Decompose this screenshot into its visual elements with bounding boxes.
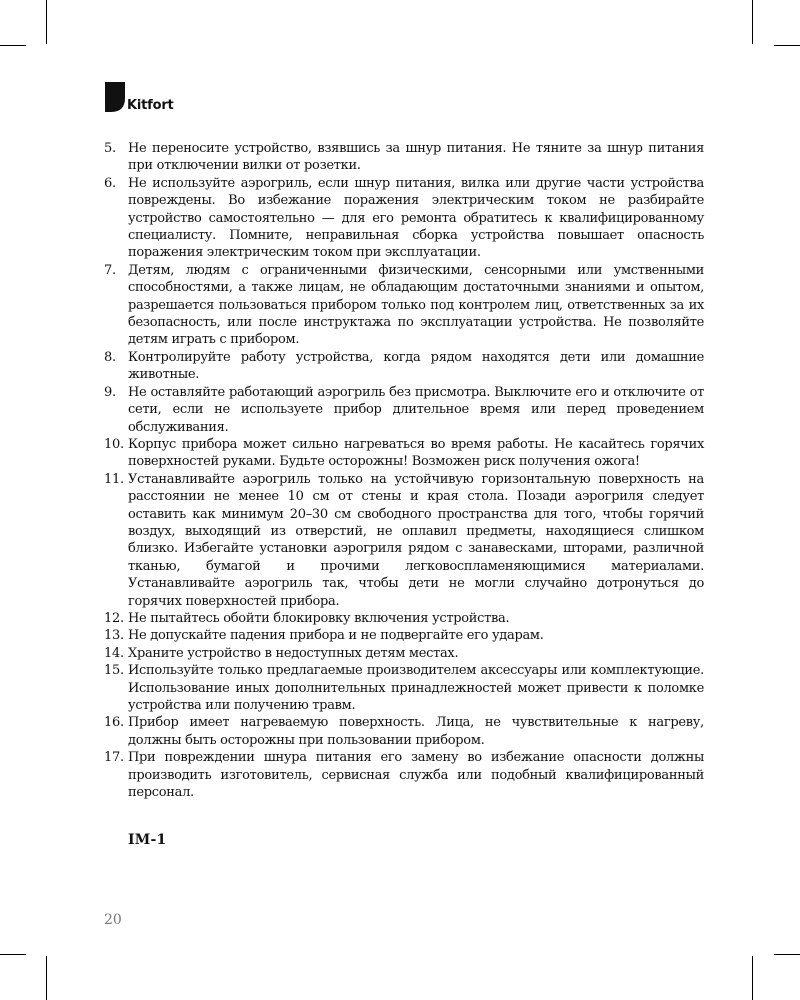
list-item: [104, 749, 704, 801]
list-item: [104, 610, 704, 627]
item-number: 13.: [104, 628, 124, 644]
crop-mark: [774, 954, 800, 955]
item-number: 7.: [104, 262, 116, 278]
list-item: [104, 175, 704, 262]
item-number: 15.: [104, 663, 124, 679]
crop-mark: [752, 0, 753, 44]
list-item: [104, 436, 704, 471]
item-number: 9.: [104, 384, 116, 400]
item-number: 14.: [104, 645, 124, 661]
instruction-list: [104, 140, 704, 801]
crop-mark: [0, 45, 26, 46]
list-item: [104, 471, 704, 610]
crop-mark: [0, 954, 26, 955]
item-text: Не переносите устройство, взявшись за шнур питания. Не тяните за шнур питания при отключении вилки от розетки.: [128, 141, 704, 174]
item-number: 10.: [104, 436, 124, 452]
item-text: Устанавливайте аэрогриль только на устойчивую горизонтальную поверхность на расстоянии не менее 10 см от стены и края стола. Позади аэрогриля следует оставить как минимум 20–30 см свободного пространства для того, чтобы горячий воздух, выходящий из отверстий, не оплавил предметы, находящиеся слишком близко. Избегайте установки аэрогриля рядом с занавесками, шторами, различной тканью, бумагой и прочими легковоспламеняющимися материалами. Устанавливайте аэрогриль так, чтобы дети не могли случайно дотронуться до горячих поверхностей прибора.: [128, 471, 704, 609]
item-text: Контролируйте работу устройства, когда рядом находятся дети или домашние животные.: [128, 349, 704, 383]
crop-mark: [46, 0, 47, 44]
item-text: Не допускайте падения прибора и не подвергайте его ударам.: [128, 628, 544, 644]
item-number: 5.: [104, 141, 116, 156]
kitfort-logo-icon: [105, 82, 125, 112]
item-text: При повреждении шнура питания его замену во избежание опасности должны производить изготовитель, сервисная служба или подобный квалифицированный персонал.: [128, 750, 704, 801]
list-item: [104, 662, 704, 714]
item-text: Храните устройство в недоступных детям местах.: [128, 645, 459, 661]
item-number: 17.: [104, 750, 124, 766]
brand-logo: [105, 82, 174, 112]
page-number: 20: [104, 912, 122, 928]
crop-mark: [752, 956, 753, 1000]
list-item: [104, 262, 704, 349]
item-number: 12.: [104, 610, 124, 626]
list-item: [104, 349, 704, 384]
brand-name: Kitfort: [127, 98, 174, 113]
item-text: Используйте только предлагаемые производителем аксессуары или комплектующие. Использование иных дополнительных принадлежностей может привести к поломке устройства или получению травм.: [128, 663, 704, 713]
safety-instructions: [104, 140, 704, 801]
list-item: [104, 645, 704, 662]
item-number: 16.: [104, 715, 124, 731]
list-item: [104, 714, 704, 749]
item-text: Детям, людям с ограниченными физическими, сенсорными или умственными способностями, а также лицам, не обладающим достаточными знаниями и опытом, разрешается пользоваться прибором только под контролем лиц, ответственных за их безопасность, или после инструктажа по эксплуатации устройства. Не позволяйте детям играть с прибором.: [128, 262, 704, 348]
crop-mark: [774, 45, 800, 46]
list-item: [104, 384, 704, 436]
list-item: [104, 627, 704, 644]
list-item: [104, 140, 704, 175]
item-text: Не оставляйте работающий аэрогриль без присмотра. Выключите его и отключите от сети, если не используете прибор длительное время или перед проведением обслуживания.: [128, 384, 704, 435]
item-number: 6.: [104, 175, 116, 191]
item-number: 8.: [104, 349, 116, 365]
item-text: Не используйте аэрогриль, если шнур питания, вилка или другие части устройства повреждены. Во избежание поражения электрическим током не разбирайте устройство самостоятельно — для его ремонта обратитесь к квалифицированному специалисту. Помните, неправильная сборка устройства повышает опасность поражения электрическим током при эксплуатации.: [128, 175, 704, 261]
item-text: Не пытайтесь обойти блокировку включения устройства.: [128, 610, 510, 626]
model-code: IM-1: [128, 832, 167, 848]
item-text: Корпус прибора может сильно нагреваться во время работы. Не касайтесь горячих поверхностей руками. Будьте осторожны! Возможен риск получения ожога!: [128, 436, 704, 470]
crop-mark: [46, 956, 47, 1000]
item-text: Прибор имеет нагреваемую поверхность. Лица, не чувствительные к нагреву, должны быть осторожны при пользовании прибором.: [128, 715, 704, 748]
item-number: 11.: [104, 471, 124, 487]
